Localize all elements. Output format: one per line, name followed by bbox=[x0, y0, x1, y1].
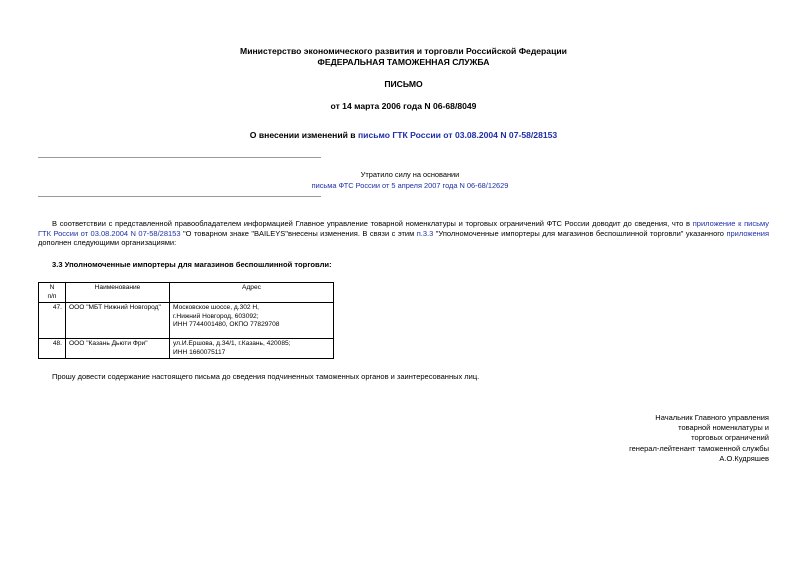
p1-link-appendix2[interactable]: приложения bbox=[726, 228, 770, 238]
signature-line: товарной номенклатуры и bbox=[678, 423, 769, 433]
p1-link-appendix[interactable]: приложение к письму ГТК России от 03.08.2004 N 07-58/28153 bbox=[38, 219, 769, 238]
doc-subject bbox=[0, 130, 807, 141]
row-address bbox=[170, 339, 334, 359]
doc-date: от 14 марта 2006 года N 06-68/8049 bbox=[330, 101, 477, 111]
col-number-label-1: N bbox=[49, 284, 55, 291]
section-title: 3.3 Уполномоченные импортеры для магазинов беспошлинной торговли: bbox=[52, 260, 332, 269]
col-name-header: Наименование bbox=[66, 283, 170, 303]
doc-type: ПИСЬМО bbox=[384, 79, 423, 89]
status-link[interactable]: письма ФТС России от 5 апреля 2007 года N 06-68/12629 bbox=[311, 181, 509, 190]
col-number-label-2: п/п bbox=[47, 292, 57, 300]
address-line: ИНН 1660075117 bbox=[173, 348, 226, 356]
signature-line: генерал-лейтенант таможенной службы bbox=[629, 443, 769, 453]
address-line: ИНН 7744001480, ОКПО 77829708 bbox=[173, 321, 280, 329]
table-header-row bbox=[39, 283, 334, 303]
table-row bbox=[39, 339, 334, 359]
p1-link-clause[interactable]: п.3.3 bbox=[416, 228, 434, 238]
table-row bbox=[39, 303, 334, 339]
status-text: Утратило силу на основании bbox=[360, 170, 460, 179]
divider-top bbox=[38, 157, 321, 158]
p1-text-d: дополнен следующими организациями: bbox=[38, 238, 177, 248]
subject-link[interactable]: письмо ГТК России от 03.08.2004 N 07-58/28153 bbox=[357, 130, 558, 140]
signature-block bbox=[629, 413, 769, 464]
row-number: 48. bbox=[39, 339, 66, 359]
body-paragraph bbox=[38, 219, 769, 248]
service-title: ФЕДЕРАЛЬНАЯ ТАМОЖЕННАЯ СЛУЖБА bbox=[317, 57, 490, 67]
p1-text-b: "О товарном знаке "BAILEYS"внесены изменения. В связи с этим bbox=[180, 228, 417, 238]
address-line: ул.И.Ершова, д.34/1, г.Казань, 420085; bbox=[173, 340, 291, 348]
p1-text-c: "Уполномоченные импортеры для магазинов беспошлинной торговли" указанного bbox=[433, 228, 727, 238]
p1-text-a: В соответствии с представленной правообладателем информацией Главное управление товарной номенклатуры и торговых ограничений ФТС России доводит до сведения, что в bbox=[52, 219, 693, 228]
address-line: Московское шоссе, д.302 Н, bbox=[173, 304, 259, 312]
importers-table bbox=[38, 282, 334, 359]
row-name: ООО "Казань Дьюти Фри" bbox=[66, 339, 170, 359]
address-line: г.Нижний Новгород, 603092; bbox=[173, 312, 259, 320]
col-number-header bbox=[39, 283, 66, 303]
row-name: ООО "МБТ Нижний Новгород" bbox=[66, 303, 170, 339]
row-address bbox=[170, 303, 334, 339]
signature-line: Начальник Главного управления bbox=[655, 413, 769, 422]
ministry-title: Министерство экономического развития и торговли Российской Федерации bbox=[240, 46, 567, 56]
signature-name: А.О.Кудряшев bbox=[719, 453, 769, 463]
divider-bottom bbox=[38, 196, 321, 197]
col-address-header: Адрес bbox=[170, 283, 334, 303]
subject-prefix: О внесении изменений в bbox=[249, 130, 358, 140]
signature-line: торговых ограничений bbox=[691, 433, 769, 443]
closing-paragraph: Прошу довести содержание настоящего письма до сведения подчиненных таможенных органов и заинтересованных лиц. bbox=[52, 372, 480, 381]
row-number: 47. bbox=[39, 303, 66, 339]
